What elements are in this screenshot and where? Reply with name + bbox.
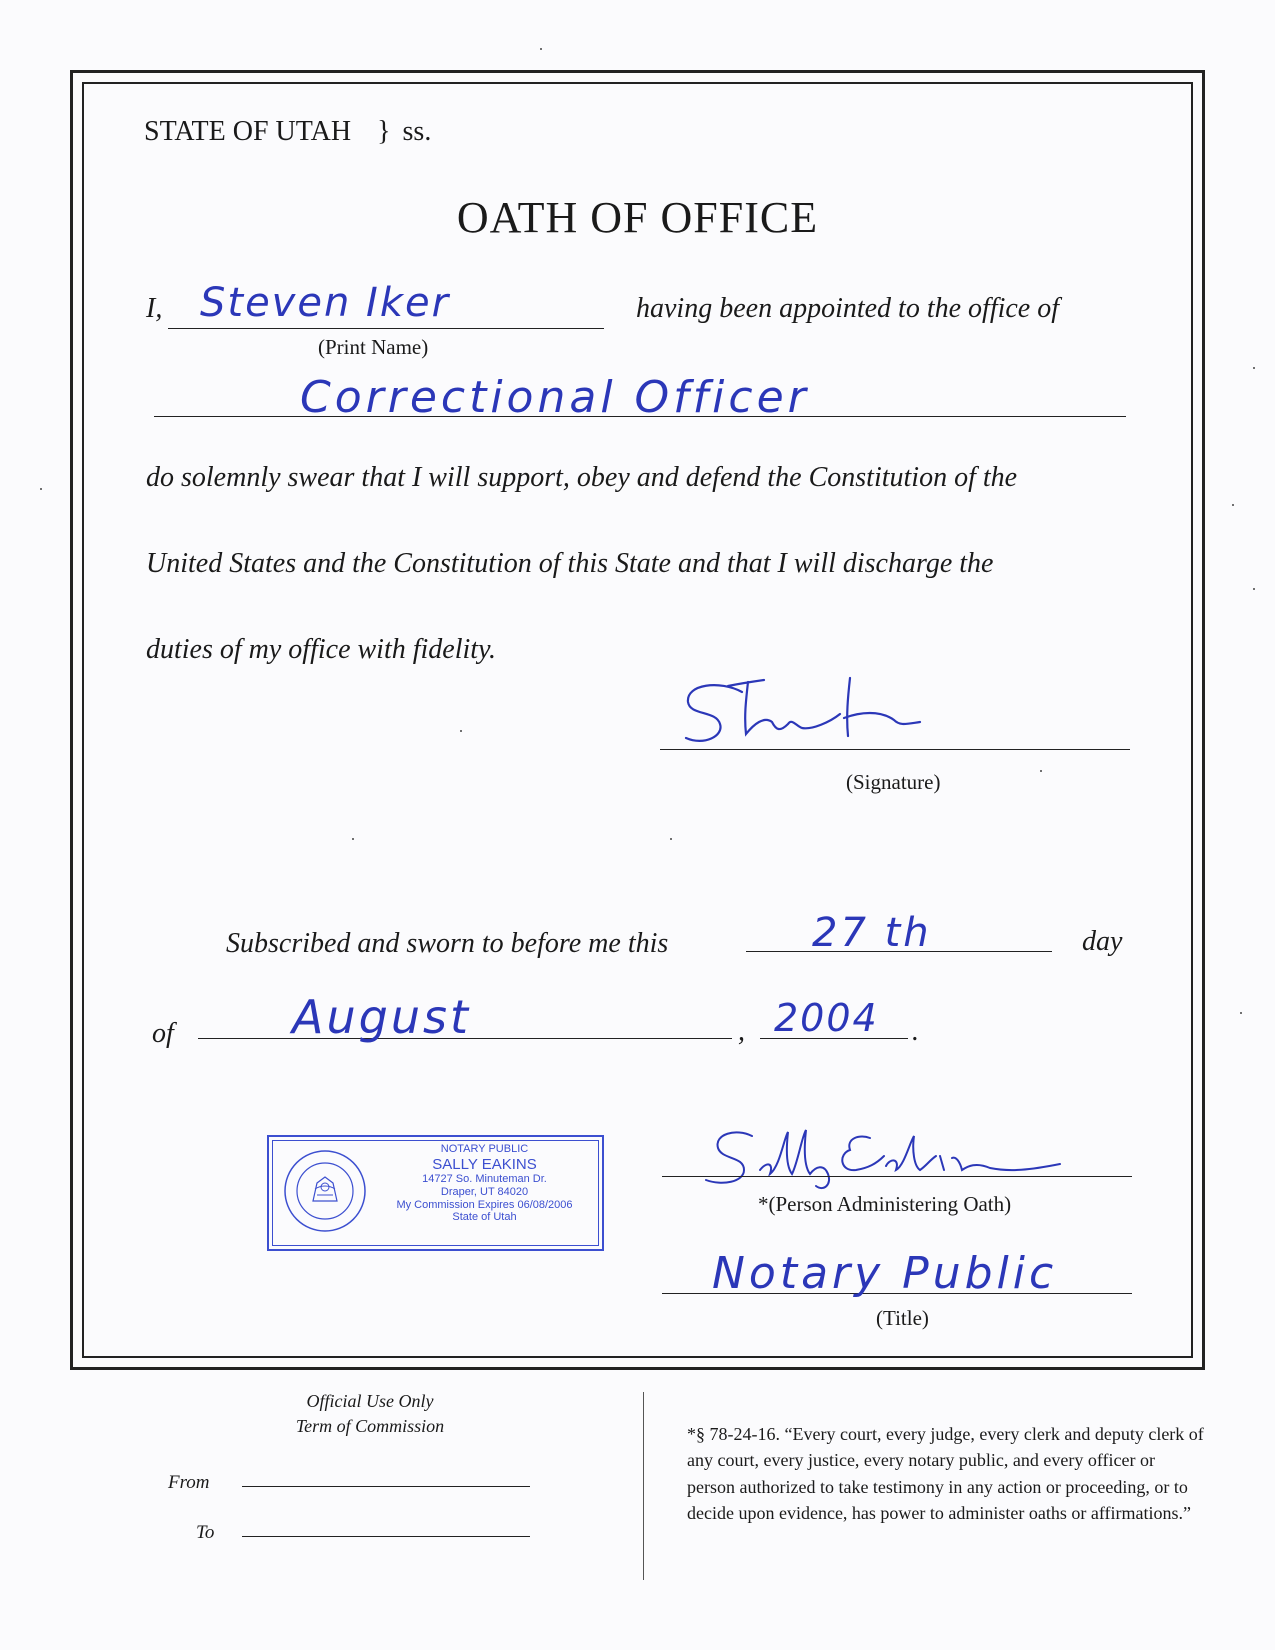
oath-paragraph-line-2: United States and the Constitution of this State and that I will discharge the [146, 548, 994, 579]
print-name-caption: (Print Name) [318, 335, 429, 359]
from-label: From [168, 1472, 210, 1493]
appointed-text: having been appointed to the office of [636, 293, 1060, 324]
statute-text: *§ 78-24-16. “Every court, every judge, every clerk and deputy clerk of any court, every justice, every notary public, and every officer or person authorized to take testimony in any action or proceeding, or to decide upon evidence, has power to administer oaths or affirmations.” [687, 1424, 1204, 1523]
scan-speck [40, 488, 42, 490]
signature-underline [660, 749, 1130, 750]
title-caption: (Title) [876, 1306, 929, 1330]
month-handwritten: August [292, 990, 471, 1044]
notary-signature [700, 1126, 1080, 1196]
term-of-commission-label: Term of Commission [295, 1416, 445, 1436]
scan-speck [1253, 367, 1255, 369]
scan-speck [1232, 504, 1234, 506]
administrator-underline [662, 1176, 1132, 1177]
to-label: To [196, 1522, 215, 1543]
stamp-commission: My Commission Expires 06/08/2006 [396, 1198, 573, 1211]
stamp-text [373, 1143, 596, 1224]
from-underline[interactable] [242, 1486, 530, 1487]
state-venue-line [144, 116, 431, 148]
title-handwritten: Notary Public [712, 1248, 1058, 1299]
state-name: STATE OF UTAH [144, 116, 352, 147]
to-underline[interactable] [242, 1536, 530, 1537]
notary-stamp [267, 1135, 604, 1251]
oath-paragraph-line-1: do solemnly swear that I will support, obey and defend the Constitution of the [146, 462, 1018, 493]
oath-paragraph-line-3: duties of my office with fidelity. [146, 634, 496, 665]
signature-caption: (Signature) [846, 770, 941, 794]
subscribed-text: Subscribed and sworn to before me this [226, 928, 669, 959]
officer-name-handwritten: Steven Iker [200, 280, 451, 326]
day-label: day [1082, 926, 1123, 957]
day-handwritten: 27 th [812, 910, 932, 956]
scan-speck [540, 48, 542, 50]
footer-divider [643, 1392, 644, 1580]
of-label: of [152, 1018, 174, 1049]
scan-speck [1253, 588, 1255, 590]
administrator-caption: *(Person Administering Oath) [758, 1192, 1012, 1216]
i-prefix: I, [146, 293, 163, 324]
state-seal-icon [283, 1149, 367, 1233]
document-title: OATH OF OFFICE [456, 193, 819, 242]
office-title-handwritten: Correctional Officer [300, 372, 810, 423]
date-period: . [912, 1016, 919, 1047]
stamp-address-2: Draper, UT 84020 [440, 1185, 529, 1198]
stamp-state: State of Utah [452, 1211, 517, 1224]
stamp-notary-name: SALLY EAKINS [432, 1155, 537, 1173]
venue-brace: } [377, 116, 391, 147]
year-handwritten: 2004 [774, 996, 879, 1040]
venue-ss: ss. [402, 116, 432, 147]
scan-speck [1240, 1012, 1242, 1014]
official-use-label: Official Use Only [306, 1391, 434, 1411]
officer-signature [680, 672, 980, 752]
date-comma: , [738, 1016, 745, 1047]
stamp-address-1: 14727 So. Minuteman Dr. [422, 1173, 547, 1186]
name-underline [168, 328, 604, 329]
stamp-heading: NOTARY PUBLIC [440, 1143, 529, 1155]
